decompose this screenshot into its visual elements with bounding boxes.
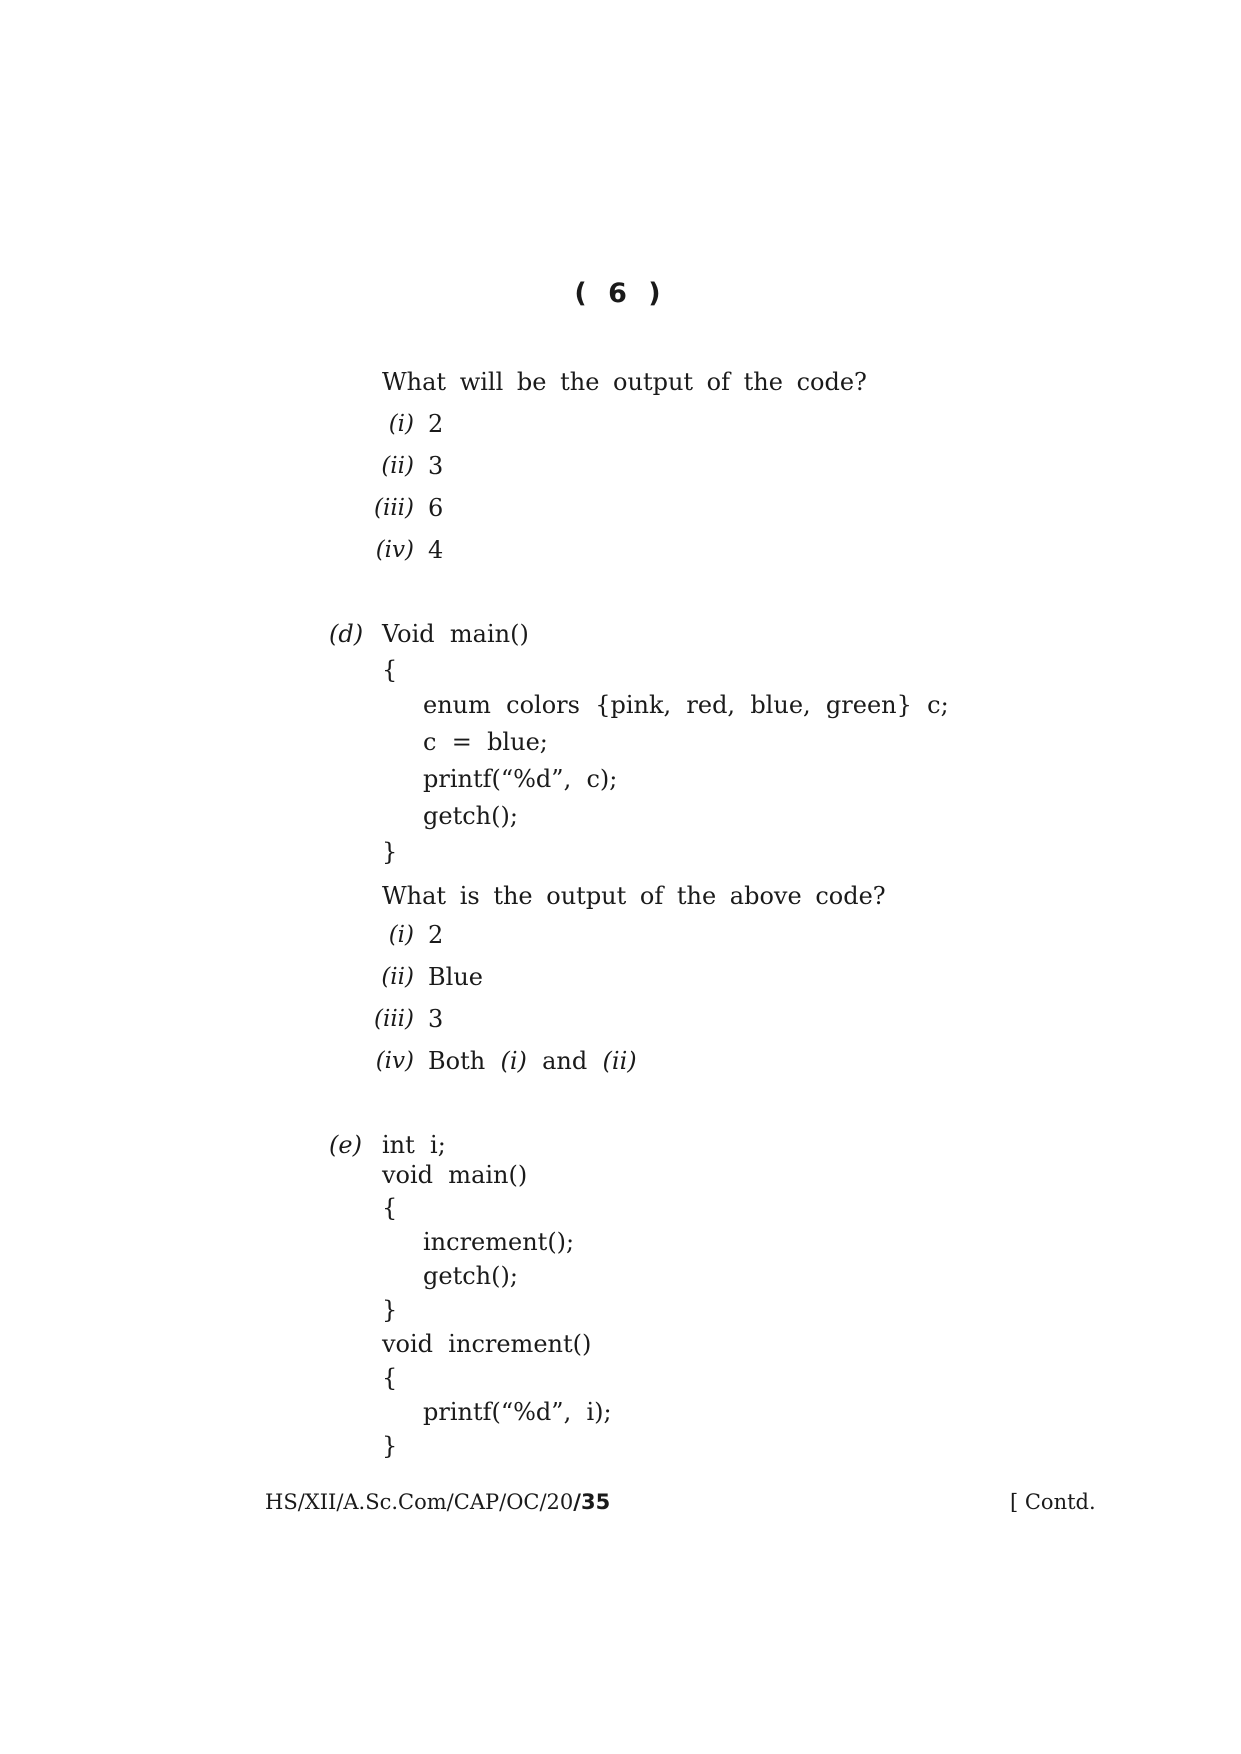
- ref-option-i: (i): [500, 1047, 527, 1075]
- both-text: Both: [428, 1047, 486, 1075]
- d-option-label: (iii): [373, 1006, 414, 1032]
- code-line: getch();: [423, 1262, 518, 1290]
- code-line: void main(): [382, 1161, 528, 1189]
- prev-option-label: (ii): [381, 453, 414, 479]
- d-option-label: (ii): [381, 964, 414, 990]
- prev-option-label: (i): [388, 411, 414, 437]
- d-option-value: 2: [428, 921, 444, 949]
- code-line: getch();: [423, 802, 518, 830]
- code-line: enum colors {pink, red, blue, green} c;: [423, 691, 949, 719]
- code-line: {: [382, 656, 398, 684]
- d-option-label: (i): [388, 922, 414, 948]
- page-number: ( 6 ): [574, 278, 667, 309]
- code-line: Void main(): [382, 620, 529, 648]
- ref-option-ii: (ii): [602, 1047, 637, 1075]
- code-line: printf(“%d”, c);: [423, 765, 618, 793]
- d-option-value-iv: [428, 1049, 637, 1073]
- question-d-label: (d): [329, 620, 364, 648]
- contd-note: [ Contd.: [1010, 1490, 1096, 1514]
- code-line: printf(“%d”, i);: [423, 1398, 612, 1426]
- prev-option-value: 2: [428, 410, 444, 438]
- paper-code-suffix: /35: [573, 1490, 611, 1514]
- prev-option-value: 3: [428, 452, 444, 480]
- prev-option-value: 4: [428, 536, 444, 564]
- code-line: void increment(): [382, 1330, 592, 1358]
- d-option-label: (iv): [375, 1048, 414, 1074]
- question-e-label: (e): [329, 1131, 362, 1159]
- prev-option-label: (iv): [375, 537, 414, 563]
- d-option-value: 3: [428, 1005, 444, 1033]
- and-text: and: [542, 1047, 588, 1075]
- paper-code: [265, 1492, 610, 1513]
- code-line: }: [382, 1296, 398, 1324]
- code-line: c = blue;: [423, 728, 548, 756]
- d-option-value: Blue: [428, 963, 483, 991]
- code-line: int i;: [382, 1131, 446, 1159]
- prev-question-prompt: What will be the output of the code?: [382, 368, 867, 396]
- code-line: increment();: [423, 1228, 575, 1256]
- code-line: }: [382, 838, 398, 866]
- code-line: }: [382, 1432, 398, 1460]
- prev-option-label: (iii): [373, 495, 414, 521]
- code-line: {: [382, 1364, 398, 1392]
- question-d-prompt: What is the output of the above code?: [382, 882, 886, 910]
- prev-option-value: 6: [428, 494, 444, 522]
- paper-code-prefix: HS/XII/A.Sc.Com/CAP/OC/20: [265, 1490, 574, 1514]
- code-line: {: [382, 1194, 398, 1222]
